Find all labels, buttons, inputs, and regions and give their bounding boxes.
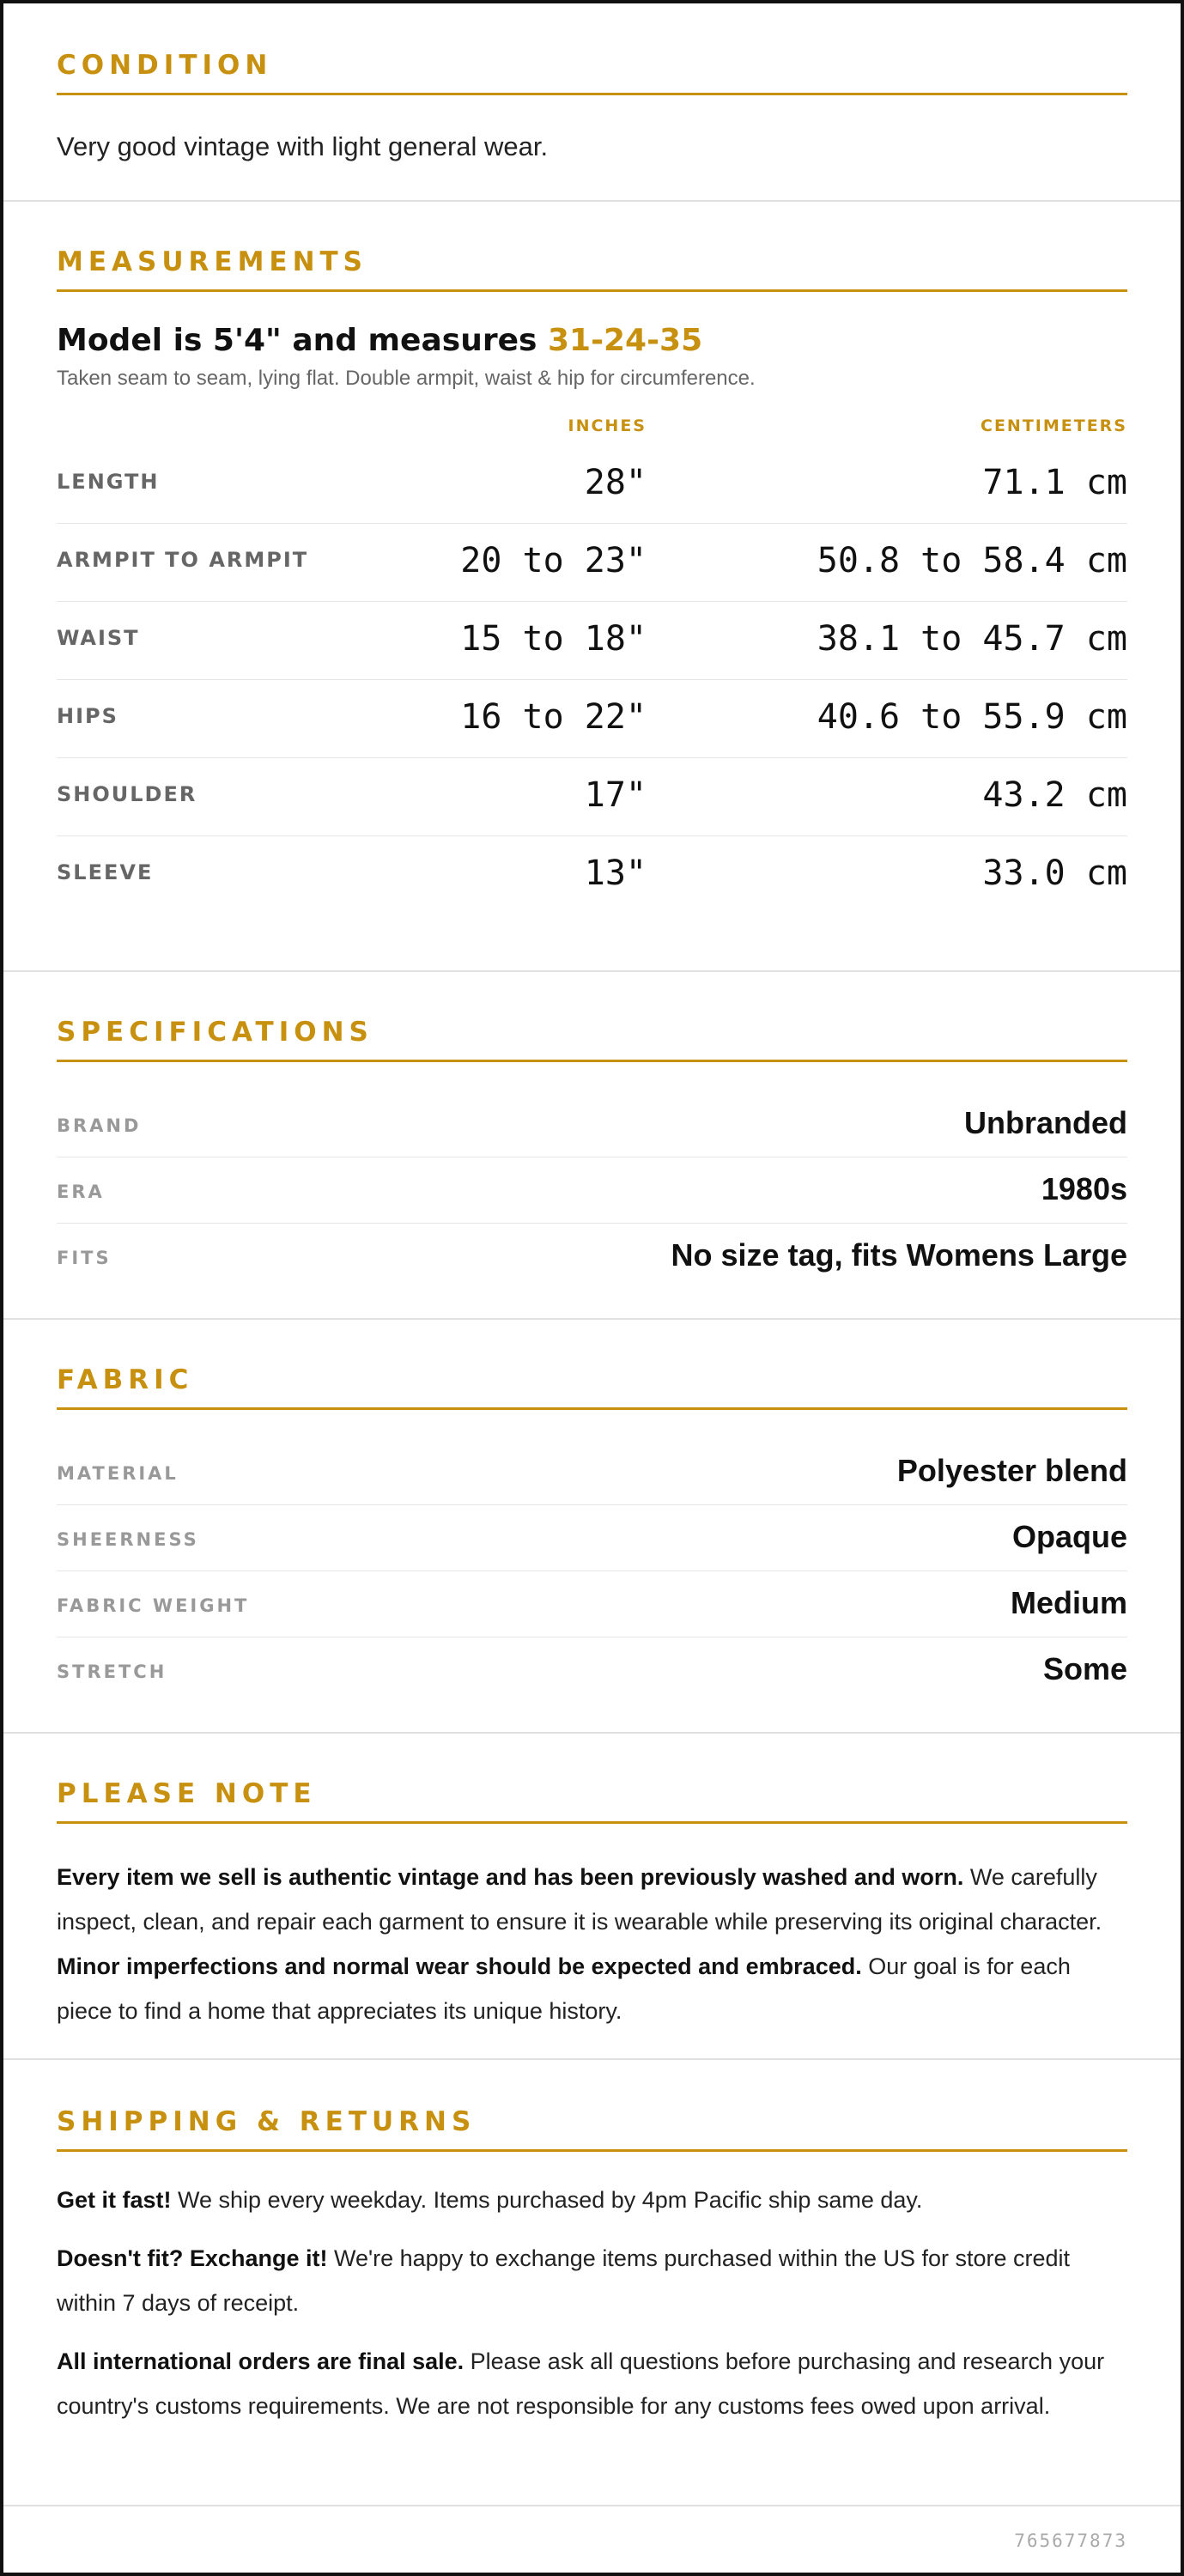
specifications-section — [3, 972, 1181, 1320]
measurements-heading: MEASUREMENTS — [57, 246, 1127, 292]
fabric-key: STRETCH — [57, 1662, 167, 1682]
spec-key: BRAND — [57, 1115, 142, 1136]
measurement-inches: 17" — [584, 775, 647, 815]
spec-key: FITS — [57, 1248, 112, 1268]
measurement-row-waist — [57, 602, 1127, 680]
please-note-text — [57, 1855, 1127, 2033]
spec-row-fits — [57, 1224, 1127, 1290]
sku-number: 765677873 — [1014, 2530, 1127, 2551]
measurement-row-sleeve — [57, 836, 1127, 914]
inches-column-header: INCHES — [568, 416, 647, 435]
spec-value: Unbranded — [963, 1105, 1127, 1140]
measurement-cm: 43.2 cm — [982, 775, 1127, 815]
fabric-key: MATERIAL — [57, 1463, 179, 1484]
measurement-cm: 40.6 to 55.9 cm — [817, 697, 1127, 737]
measurement-method-note: Taken seam to seam, lying flat. Double armpit, waist & hip for circumference. — [57, 367, 756, 390]
model-measures-prefix: Model is 5'4" and measures — [57, 323, 548, 358]
specifications-heading: SPECIFICATIONS — [57, 1017, 1127, 1062]
measurement-label: SHOULDER — [57, 782, 197, 806]
measurement-cm: 71.1 cm — [982, 463, 1127, 502]
note-text-1: We carefully inspect, clean, and repair each garment to ensure it is wearable while preserving its original character. — [57, 1864, 1102, 1935]
fabric-row-stretch — [57, 1637, 1127, 1704]
measurement-label: WAIST — [57, 626, 140, 650]
shipping-text: We're happy to exchange items purchased within the US for store credit within 7 days of receipt. — [57, 2245, 1071, 2316]
fabric-key: SHEERNESS — [57, 1529, 199, 1550]
spec-row-era — [57, 1157, 1127, 1224]
measurement-inches: 16 to 22" — [460, 697, 647, 737]
measurement-label: HIPS — [57, 704, 118, 728]
measurement-column-headers — [57, 416, 1127, 446]
shipping-bold: Doesn't fit? Exchange it! — [57, 2245, 328, 2271]
shipping-bold: Get it fast! — [57, 2187, 172, 2213]
measurement-inches: 15 to 18" — [460, 619, 647, 659]
centimeters-column-header: CENTIMETERS — [981, 416, 1127, 435]
fabric-section — [3, 1320, 1181, 1734]
spec-value: No size tag, fits Womens Large — [671, 1237, 1127, 1273]
note-bold-2: Minor imperfections and normal wear should be expected and embraced. — [57, 1953, 862, 1979]
fabric-heading: FABRIC — [57, 1364, 1127, 1410]
measurement-label: LENGTH — [57, 470, 160, 494]
note-text-2: Our goal is for each piece to find a home that appreciates its unique history. — [57, 1953, 1071, 2024]
measurement-inches: 20 to 23" — [460, 541, 647, 580]
shipping-info — [57, 2178, 1127, 2428]
shipping-paragraph-international — [57, 2339, 1127, 2428]
measurements-section — [3, 202, 1181, 972]
fabric-row-weight — [57, 1571, 1127, 1637]
model-measures-line — [57, 323, 1127, 358]
spec-value: 1980s — [1041, 1171, 1127, 1206]
fabric-list — [57, 1439, 1127, 1704]
specifications-list — [57, 1091, 1127, 1290]
measurement-cm: 50.8 to 58.4 cm — [817, 541, 1127, 580]
fabric-row-sheerness — [57, 1505, 1127, 1571]
measurement-row-hips — [57, 680, 1127, 758]
measurement-cm: 33.0 cm — [982, 854, 1127, 893]
fabric-value: Polyester blend — [896, 1453, 1127, 1488]
shipping-paragraph-fast — [57, 2178, 1127, 2222]
fabric-value: Medium — [1010, 1585, 1127, 1620]
measurement-inches: 28" — [584, 463, 647, 502]
model-measures-value: 31-24-35 — [547, 323, 703, 358]
measurement-row-armpit — [57, 524, 1127, 602]
measurement-row-shoulder — [57, 758, 1127, 836]
footer — [3, 2506, 1181, 2575]
measurement-table — [57, 446, 1127, 914]
shipping-text: We ship every weekday. Items purchased by 4pm Pacific ship same day. — [171, 2187, 923, 2213]
shipping-returns-section — [3, 2060, 1181, 2506]
shipping-returns-heading: SHIPPING & RETURNS — [57, 2106, 1127, 2152]
measurement-label: SLEEVE — [57, 860, 154, 884]
note-bold-1: Every item we sell is authentic vintage and has been previously washed and worn. — [57, 1864, 964, 1890]
fabric-key: FABRIC WEIGHT — [57, 1595, 250, 1616]
spec-row-brand — [57, 1091, 1127, 1157]
please-note-section — [3, 1734, 1181, 2060]
measurement-cm: 38.1 to 45.7 cm — [817, 619, 1127, 659]
measurement-inches: 13" — [584, 854, 647, 893]
fabric-value: Opaque — [1011, 1519, 1127, 1554]
shipping-paragraph-exchange — [57, 2236, 1127, 2325]
fabric-row-material — [57, 1439, 1127, 1505]
condition-text: Very good vintage with light general wear. — [57, 131, 549, 161]
measurement-label: ARMPIT TO ARMPIT — [57, 548, 309, 572]
condition-section — [3, 3, 1181, 202]
please-note-heading: PLEASE NOTE — [57, 1778, 1127, 1824]
shipping-bold: All international orders are final sale. — [57, 2348, 464, 2374]
spec-key: ERA — [57, 1182, 105, 1202]
measurement-row-length — [57, 446, 1127, 524]
condition-heading: CONDITION — [57, 50, 1127, 95]
fabric-value: Some — [1042, 1651, 1127, 1686]
shipping-text: Please ask all questions before purchasing and research your country's customs requirements. We are not responsible for any customs fees owed upon arrival. — [57, 2348, 1105, 2419]
